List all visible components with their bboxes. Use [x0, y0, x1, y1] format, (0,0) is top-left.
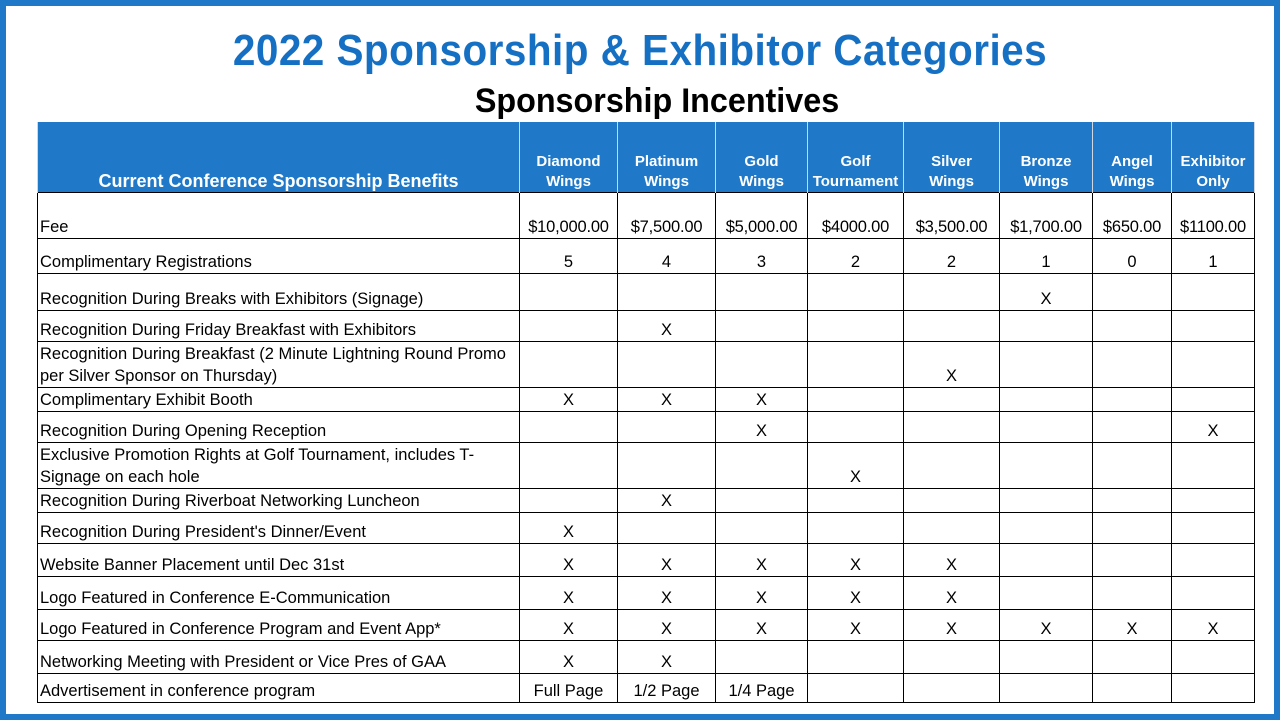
tier-cell	[520, 274, 618, 311]
tier-cell	[1172, 577, 1255, 610]
tier-cell	[1093, 311, 1172, 342]
tier-header-golf: Golf Tournament	[808, 122, 904, 193]
tier-cell: X	[716, 388, 808, 412]
tier-cell	[904, 443, 1000, 489]
tier-cell	[1172, 513, 1255, 544]
tier-cell	[1172, 342, 1255, 388]
benefit-label: Complimentary Exhibit Booth	[38, 388, 520, 412]
tier-cell	[904, 513, 1000, 544]
tier-cell	[904, 274, 1000, 311]
tier-cell	[1000, 388, 1093, 412]
tier-cell	[1172, 443, 1255, 489]
tier-cell: X	[618, 489, 716, 513]
tier-cell: 0	[1093, 239, 1172, 274]
tier-cell: 3	[716, 239, 808, 274]
tier-cell: 1	[1000, 239, 1093, 274]
tier-cell	[716, 311, 808, 342]
tier-cell	[1000, 641, 1093, 674]
tier-cell: 5	[520, 239, 618, 274]
benefit-label: Recognition During Friday Breakfast with Exhibitors	[38, 311, 520, 342]
tier-header-exhibitor: Exhibitor Only	[1172, 122, 1255, 193]
table-row	[38, 443, 1255, 489]
tier-cell: X	[808, 443, 904, 489]
tier-cell: $650.00	[1093, 193, 1172, 239]
tier-cell: X	[618, 641, 716, 674]
table-row	[38, 239, 1255, 274]
tier-cell: X	[520, 641, 618, 674]
tier-cell	[904, 388, 1000, 412]
tier-cell: X	[1172, 610, 1255, 641]
table-row	[38, 274, 1255, 311]
tier-cell	[520, 412, 618, 443]
tier-cell	[1172, 388, 1255, 412]
benefit-label: Recognition During Breakfast (2 Minute Lightning Round Promo per Silver Sponsor on Thursday)	[38, 342, 520, 388]
tier-header-diamond: Diamond Wings	[520, 122, 618, 193]
tier-cell	[808, 641, 904, 674]
tier-cell	[808, 342, 904, 388]
tier-cell	[1093, 489, 1172, 513]
tier-cell	[808, 274, 904, 311]
tier-cell	[1000, 311, 1093, 342]
tier-cell	[1093, 513, 1172, 544]
tier-cell: X	[808, 544, 904, 577]
tier-cell	[716, 443, 808, 489]
tier-cell	[1172, 641, 1255, 674]
tier-cell	[618, 412, 716, 443]
table-row	[38, 412, 1255, 443]
tier-cell	[618, 342, 716, 388]
tier-cell: X	[1172, 412, 1255, 443]
table-body	[38, 193, 1255, 703]
tier-cell	[1172, 274, 1255, 311]
tier-cell	[520, 443, 618, 489]
tier-cell: $1100.00	[1172, 193, 1255, 239]
tier-cell	[1000, 489, 1093, 513]
tier-header-gold: Gold Wings	[716, 122, 808, 193]
tier-header-bronze: Bronze Wings	[1000, 122, 1093, 193]
tier-cell: X	[904, 544, 1000, 577]
tier-cell	[618, 443, 716, 489]
benefit-column-header: Current Conference Sponsorship Benefits	[38, 122, 520, 193]
benefit-label: Recognition During Opening Reception	[38, 412, 520, 443]
tier-cell	[520, 342, 618, 388]
tier-cell	[716, 489, 808, 513]
tier-cell	[1093, 412, 1172, 443]
tier-cell	[808, 674, 904, 703]
tier-cell	[1000, 513, 1093, 544]
tier-cell: X	[904, 610, 1000, 641]
tier-cell: X	[904, 342, 1000, 388]
tier-cell: X	[1000, 274, 1093, 311]
tier-cell	[618, 274, 716, 311]
tier-cell: 1/2 Page	[618, 674, 716, 703]
table-row	[38, 193, 1255, 239]
tier-cell	[1000, 412, 1093, 443]
tier-cell: X	[618, 577, 716, 610]
tier-cell	[716, 274, 808, 311]
tier-cell	[1093, 674, 1172, 703]
tier-cell: X	[520, 388, 618, 412]
tier-header-platinum: Platinum Wings	[618, 122, 716, 193]
tier-cell: 4	[618, 239, 716, 274]
tier-cell: Full Page	[520, 674, 618, 703]
benefit-label: Fee	[38, 193, 520, 239]
benefit-label: Networking Meeting with President or Vice Pres of GAA	[38, 641, 520, 674]
benefit-label: Recognition During President's Dinner/Event	[38, 513, 520, 544]
table-row	[38, 311, 1255, 342]
benefit-label: Logo Featured in Conference Program and Event App*	[38, 610, 520, 641]
tier-cell: $10,000.00	[520, 193, 618, 239]
tier-cell	[1093, 443, 1172, 489]
tier-cell: X	[618, 544, 716, 577]
tier-cell: $1,700.00	[1000, 193, 1093, 239]
tier-cell	[1093, 342, 1172, 388]
tier-cell	[716, 641, 808, 674]
page-subtitle: Sponsorship Incentives	[474, 82, 840, 120]
tier-cell	[618, 513, 716, 544]
tier-cell: 2	[904, 239, 1000, 274]
tier-cell: X	[520, 544, 618, 577]
tier-cell: X	[716, 610, 808, 641]
table-row	[38, 513, 1255, 544]
tier-cell: X	[1093, 610, 1172, 641]
tier-cell	[716, 513, 808, 544]
benefit-label: Recognition During Riverboat Networking Luncheon	[38, 489, 520, 513]
benefit-label: Complimentary Registrations	[38, 239, 520, 274]
table-row	[38, 544, 1255, 577]
table-row	[38, 674, 1255, 703]
tier-cell	[904, 674, 1000, 703]
tier-cell	[1093, 544, 1172, 577]
tier-cell	[1172, 311, 1255, 342]
tier-cell: X	[1000, 610, 1093, 641]
tier-cell	[904, 641, 1000, 674]
tier-cell	[904, 311, 1000, 342]
tier-cell	[1000, 443, 1093, 489]
tier-cell	[520, 489, 618, 513]
benefit-label: Exclusive Promotion Rights at Golf Tournament, includes T-Signage on each hole	[38, 443, 520, 489]
tier-cell: $4000.00	[808, 193, 904, 239]
tier-cell: X	[716, 412, 808, 443]
table-row	[38, 342, 1255, 388]
tier-cell	[1000, 342, 1093, 388]
tier-cell: X	[520, 577, 618, 610]
tier-cell	[1093, 274, 1172, 311]
tier-cell	[1000, 674, 1093, 703]
tier-cell	[808, 412, 904, 443]
tier-header-angel: Angel Wings	[1093, 122, 1172, 193]
tier-cell	[808, 489, 904, 513]
tier-header-silver: Silver Wings	[904, 122, 1000, 193]
table-row	[38, 610, 1255, 641]
tier-cell	[808, 311, 904, 342]
tier-cell: 2	[808, 239, 904, 274]
tier-cell: $7,500.00	[618, 193, 716, 239]
tier-cell: 1/4 Page	[716, 674, 808, 703]
tier-cell: X	[520, 610, 618, 641]
tier-cell	[1172, 489, 1255, 513]
tier-cell: X	[618, 311, 716, 342]
tier-cell: X	[808, 577, 904, 610]
tier-cell	[808, 388, 904, 412]
tier-cell: X	[618, 388, 716, 412]
page-title: 2022 Sponsorship & Exhibitor Categories	[232, 26, 1048, 75]
tier-cell	[1172, 674, 1255, 703]
benefit-label: Website Banner Placement until Dec 31st	[38, 544, 520, 577]
tier-cell	[1093, 641, 1172, 674]
tier-cell: 1	[1172, 239, 1255, 274]
tier-cell	[520, 311, 618, 342]
tier-cell: X	[716, 544, 808, 577]
tier-cell: X	[808, 610, 904, 641]
tier-cell: $3,500.00	[904, 193, 1000, 239]
tier-cell	[904, 412, 1000, 443]
tier-cell: $5,000.00	[716, 193, 808, 239]
tier-cell	[808, 513, 904, 544]
tier-cell	[716, 342, 808, 388]
tier-cell: X	[904, 577, 1000, 610]
tier-cell	[1093, 577, 1172, 610]
benefit-label: Logo Featured in Conference E-Communication	[38, 577, 520, 610]
table-row	[38, 641, 1255, 674]
tier-cell	[1093, 388, 1172, 412]
table-row	[38, 577, 1255, 610]
tier-cell: X	[520, 513, 618, 544]
tier-cell	[1000, 544, 1093, 577]
tier-cell	[1172, 544, 1255, 577]
tier-cell	[1000, 577, 1093, 610]
header-row	[38, 122, 1255, 193]
sponsorship-table	[37, 122, 1255, 703]
tier-cell: X	[618, 610, 716, 641]
benefit-label: Recognition During Breaks with Exhibitors (Signage)	[38, 274, 520, 311]
table-row	[38, 388, 1255, 412]
tier-cell: X	[716, 577, 808, 610]
tier-cell	[904, 489, 1000, 513]
benefit-label: Advertisement in conference program	[38, 674, 520, 703]
table-row	[38, 489, 1255, 513]
